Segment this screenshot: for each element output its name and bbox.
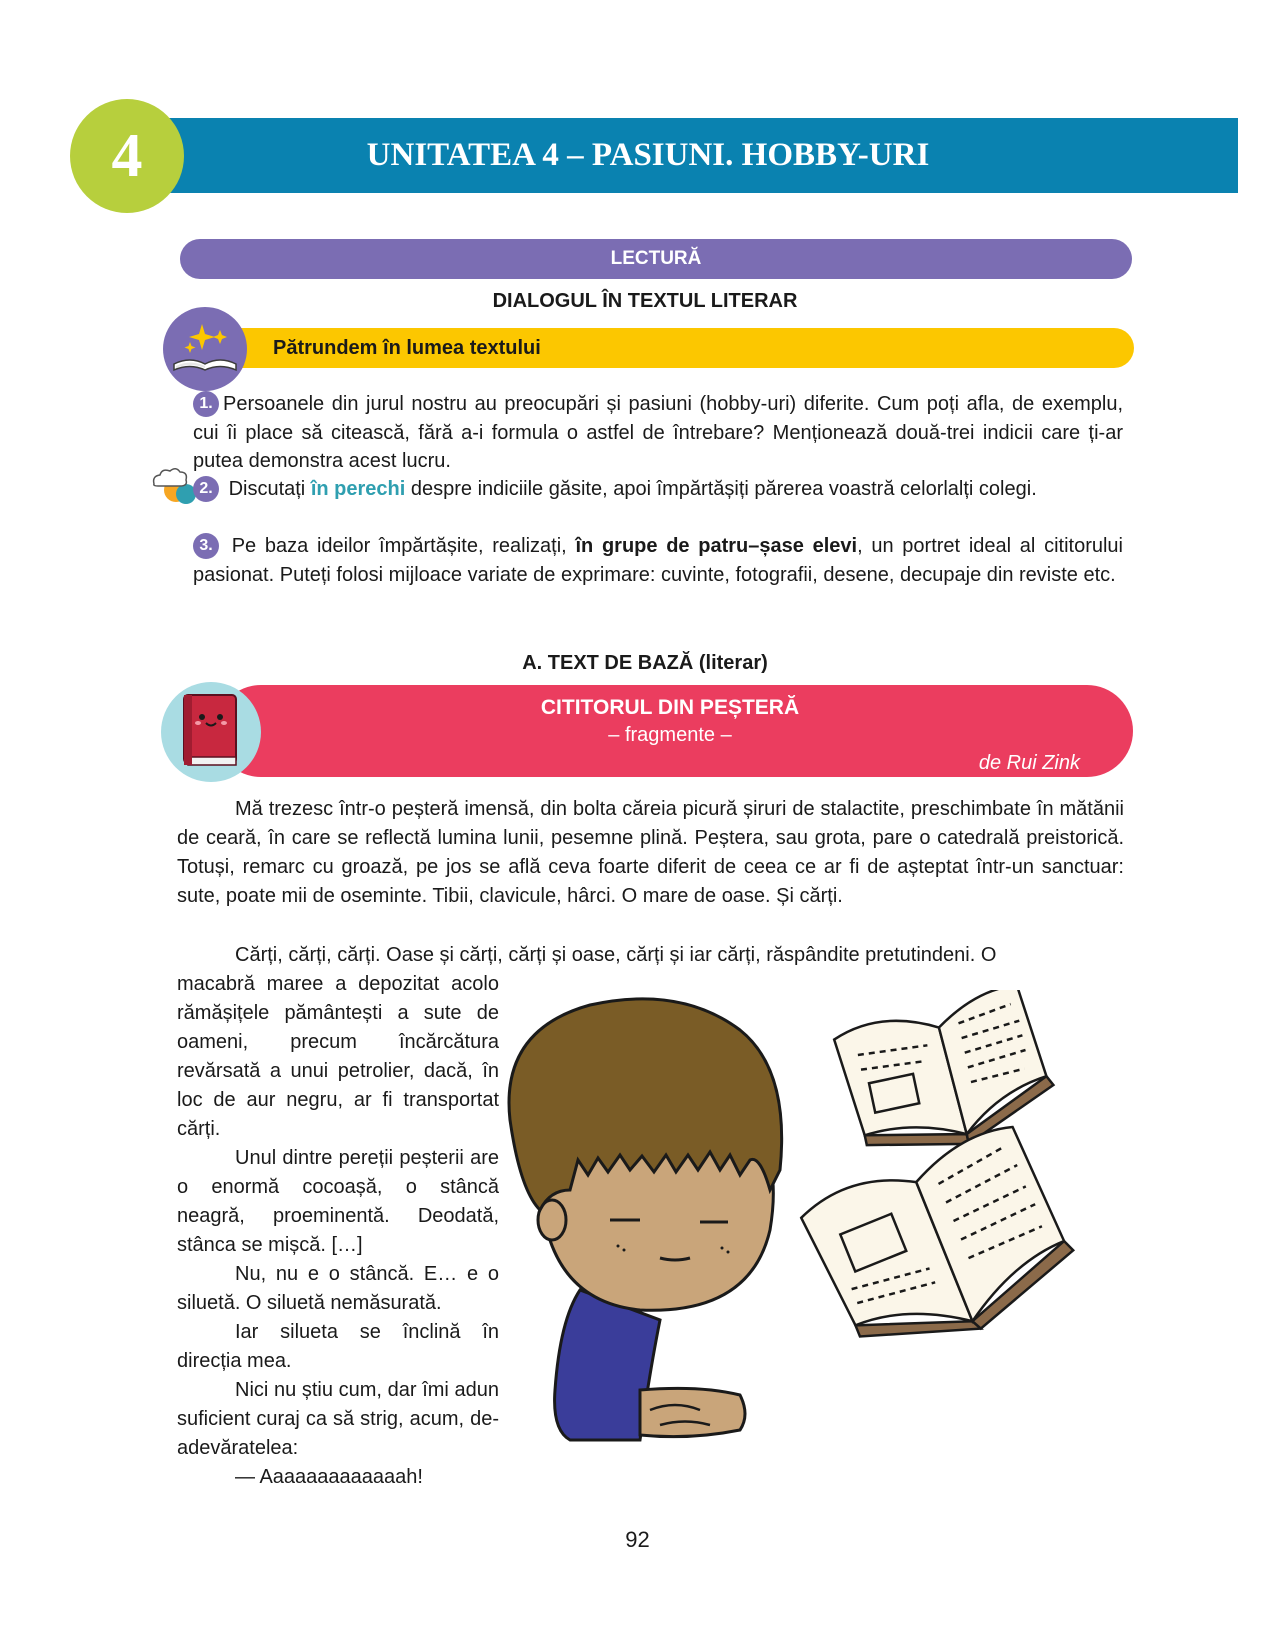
body-paragraph: Nici nu știu cum, dar îmi adun suficient curaj ca să strig, acum, de-adevăratelea: — [177, 1379, 499, 1459]
body-paragraph: Cărți, cărți, cărți. Oase și cărți, cărți și oase, cărți și iar cărți, răspândite pretutindeni. O — [235, 944, 997, 966]
body-paragraph: Nu, nu e o stâncă. E… e o siluetă. O siluetă nemăsurată. — [177, 1263, 499, 1314]
exercise-highlight: în perechi — [310, 478, 406, 500]
exercise-1 — [193, 390, 1123, 476]
exercise-text: Pe baza ideilor împărtășite, realizați, — [231, 535, 567, 557]
exercise-text: Persoanele din jurul nostru au preocupări și pasiuni (hobby-uri) diferite. Cum poți afla, de exemplu, cui îi place să citească, fără a-i formula o astfel de întrebare? Menționează două-trei indicii care ți-ar putea demonstra acest lucru. — [193, 393, 1123, 472]
exercise-text: Discutați — [228, 478, 306, 500]
exercise-number: 3. — [193, 533, 219, 559]
page-number: 92 — [625, 1527, 650, 1552]
exercise-bold: în grupe de patru–șase elevi — [575, 535, 858, 557]
story-author: de Rui Zink — [978, 752, 1080, 774]
body-column — [177, 970, 499, 1463]
smiling-book-icon — [170, 685, 250, 777]
body-paragraph: Mă trezesc într-o peșteră imensă, din bolta căreia picură șiruri de stalactite, preschimbate în mătănii de ceară, în care se reflectă lumina lunii, pesemne plină. Peștera, sau grota, pare o catedrală preistorică. Totuși, remarc cu groază, pe jos se află ceva foarte diferit de ceea ce ar fi de așteptat într-un sanctuar: sute, poate mii de oseminte. Tibii, clavicule, hârci. O mare de oase. Și cărți. — [177, 798, 1124, 907]
body-paragraph: Iar silueta se înclină în direcția mea. — [177, 1321, 499, 1372]
unit-number-badge: 4 — [70, 99, 184, 213]
body-dialogue-line: — Aaaaaaaaaaaaah! — [235, 1466, 423, 1488]
section-heading: DIALOGUL ÎN TEXTUL LITERAR — [492, 290, 798, 312]
magic-book-icon — [162, 306, 248, 392]
unit-title: UNITATEA 4 – PASIUNI. HOBBY-URI — [366, 137, 930, 173]
intro-bar-label: Pătrundem în lumea textului — [273, 337, 541, 359]
body-paragraph: Unul dintre pereții peșterii are o enormă cocoașă, o stâncă neagră, proeminentă. Deodată, stânca se mișcă. […] — [177, 1147, 499, 1256]
exercise-number: 2. — [193, 476, 219, 502]
pair-work-icon — [150, 466, 198, 506]
body-paragraph: macabră maree a depozitat acolo rămășițele pământești a sute de oameni, precum încărcătura revărsată a unui petrolier, dacă, în loc de aur negru, ar fi transportat cărți. — [177, 973, 499, 1140]
story-subtitle: – fragmente – — [608, 724, 732, 746]
text-base-heading: A. TEXT DE BAZĂ (literar) — [522, 652, 768, 674]
exercise-2 — [193, 475, 1123, 504]
exercise-text: , un portret ideal al cititorului pasionat. Puteți folosi mijloace variate de exprimare: cuvinte, fotografii, desene, decupaje din reviste etc. — [193, 535, 1123, 586]
section-label: LECTURĂ — [180, 239, 1132, 279]
story-title: CITITORUL DIN PEȘTERĂ — [540, 696, 800, 719]
exercise-number: 1. — [193, 391, 219, 417]
boy-reading-illustration — [500, 990, 1140, 1510]
exercise-text: despre indiciile găsite, apoi împărtășiți părerea voastră celorlalți colegi. — [410, 478, 1037, 500]
exercise-3 — [193, 532, 1123, 589]
